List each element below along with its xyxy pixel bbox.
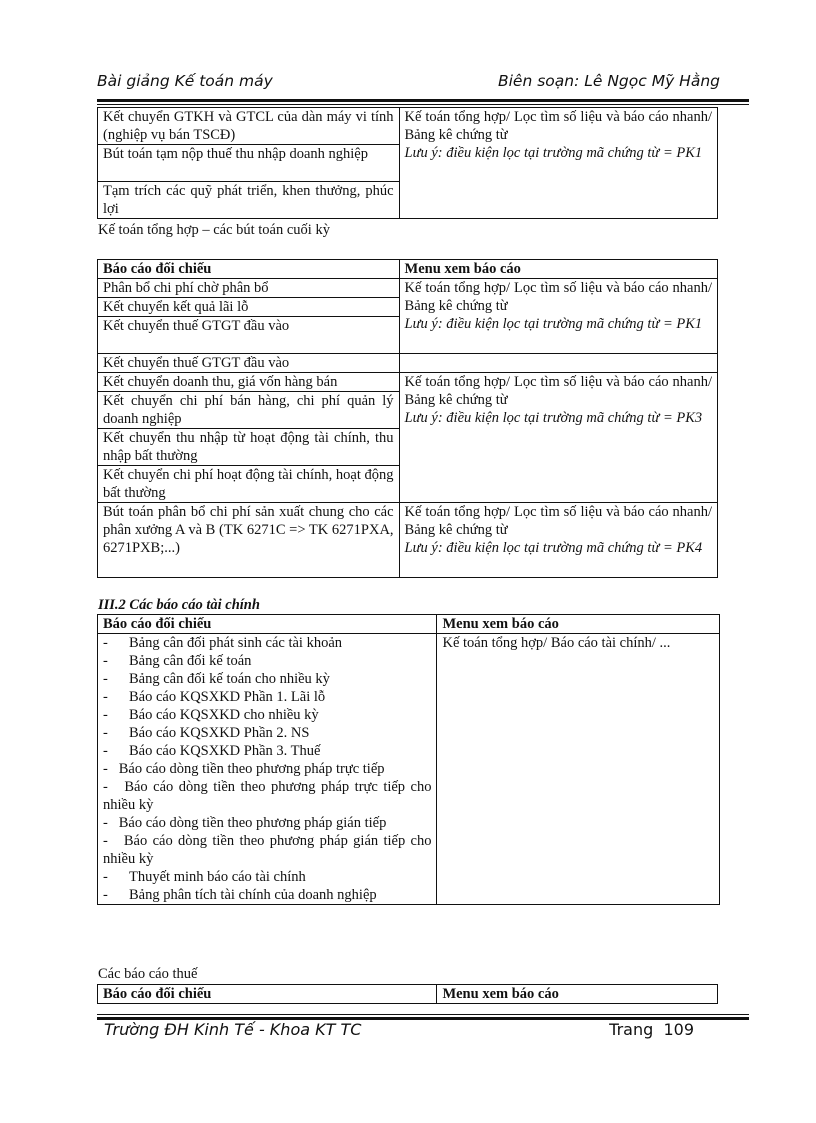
table2-col2-header: Menu xem báo cáo <box>399 260 717 279</box>
table1-menu-text: Kế toán tổng hợp/ Lọc tìm số liệu và báo cáo nhanh/ Bảng kê chứng từ <box>404 109 712 143</box>
table-row <box>98 279 718 298</box>
header-author: Biên soạn: Lê Ngọc Mỹ Hằng <box>497 72 720 90</box>
table3-report-list <box>98 634 437 905</box>
section-title-financial-reports: III.2 Các báo cáo tài chính <box>98 597 260 613</box>
table3-col1-header: Báo cáo đối chiếu <box>98 615 437 634</box>
list-item: - Báo cáo dòng tiền theo phương pháp gián tiếp cho nhiều kỳ <box>103 833 432 867</box>
list-item: - Báo cáo KQSXKD Phần 3. Thuế <box>103 743 321 759</box>
table2-g1-menu-cell <box>399 279 717 354</box>
table2-g1-row-1: Phân bổ chi phí chờ phân bổ <box>98 279 400 298</box>
table2-g2-menu: Kế toán tổng hợp/ Lọc tìm số liệu và báo cáo nhanh/ Bảng kê chứng từ <box>404 374 712 408</box>
table-closing-entries-part1 <box>97 107 718 219</box>
list-item: - Bảng cân đối phát sinh các tài khoản <box>103 635 343 651</box>
table1-row-3: Tạm trích các quỹ phát triển, khen thưởng, phúc lợi <box>98 182 400 219</box>
list-item: - Báo cáo KQSXKD Phần 2. NS <box>103 725 310 741</box>
table2-g2-menu-cell <box>399 373 717 503</box>
header-course-title: Bài giảng Kế toán máy <box>97 72 273 90</box>
table-row <box>98 354 718 373</box>
table2-g3-menu-cell <box>399 503 717 578</box>
table2-g2-row-3: Kết chuyển thu nhập từ hoạt động tài chính, thu nhập bất thường <box>98 429 400 466</box>
table3-col2-header: Menu xem báo cáo <box>437 615 720 634</box>
list-item: - Thuyết minh báo cáo tài chính <box>103 869 306 885</box>
table1-menu-cell <box>399 108 717 219</box>
table2-g2-row-1: Kết chuyển doanh thu, giá vốn hàng bán <box>98 373 400 392</box>
page-number-value: 109 <box>663 1020 694 1039</box>
page-number <box>609 1020 694 1039</box>
caption-closing-entries: Kế toán tổng hợp – các bút toán cuối kỳ <box>98 222 330 238</box>
table1-row-2: Bút toán tạm nộp thuế thu nhập doanh nghiệp <box>98 145 400 182</box>
list-item: - Báo cáo dòng tiền theo phương pháp trực tiếp <box>103 761 385 777</box>
page-header <box>97 72 720 94</box>
table-row <box>98 634 720 905</box>
table4-col1-header: Báo cáo đối chiếu <box>98 985 437 1004</box>
table2-g1-row-2: Kết chuyển kết quả lãi lỗ <box>98 298 400 317</box>
table2-col1-header: Báo cáo đối chiếu <box>98 260 400 279</box>
list-item: - Bảng cân đối kế toán cho nhiều kỳ <box>103 671 330 687</box>
list-item: - Báo cáo KQSXKD cho nhiều kỳ <box>103 707 319 723</box>
table2-single-row-menu <box>399 354 717 373</box>
caption-tax-reports: Các báo cáo thuế <box>98 966 198 982</box>
table2-g1-note: Lưu ý: điều kiện lọc tại trường mã chứng từ = PK1 <box>404 316 703 332</box>
list-item: - Báo cáo KQSXKD Phần 1. Lãi lỗ <box>103 689 326 705</box>
page-label: Trang <box>609 1020 654 1039</box>
table2-g1-menu: Kế toán tổng hợp/ Lọc tìm số liệu và báo cáo nhanh/ Bảng kê chứng từ <box>404 280 712 314</box>
table-financial-reports <box>97 614 720 905</box>
table3-menu: Kế toán tổng hợp/ Báo cáo tài chính/ ... <box>442 635 671 651</box>
table-closing-entries <box>97 259 718 578</box>
table-header-row <box>98 615 720 634</box>
header-rule <box>97 99 749 105</box>
table3-menu-cell <box>437 634 720 905</box>
table-row <box>98 108 718 145</box>
table4-col2-header: Menu xem báo cáo <box>437 985 718 1004</box>
table1-note: Lưu ý: điều kiện lọc tại trường mã chứng từ = PK1 <box>404 145 703 161</box>
table2-g1-row-3: Kết chuyển thuế GTGT đầu vào <box>98 317 400 354</box>
table2-g3-menu: Kế toán tổng hợp/ Lọc tìm số liệu và báo cáo nhanh/ Bảng kê chứng từ <box>404 504 712 538</box>
table2-g2-note: Lưu ý: điều kiện lọc tại trường mã chứng từ = PK3 <box>404 410 703 426</box>
table-header-row <box>98 985 718 1004</box>
table-row <box>98 373 718 392</box>
footer-institution: Trường ĐH Kinh Tế - Khoa KT TC <box>104 1020 362 1039</box>
list-item: - Bảng cân đối kế toán <box>103 653 252 669</box>
table2-g3-row: Bút toán phân bổ chi phí sản xuất chung cho các phân xưởng A và B (TK 6271C => TK 6271PXA, 6271PXB;...) <box>98 503 400 578</box>
table-tax-reports <box>97 984 718 1004</box>
list-item: - Báo cáo dòng tiền theo phương pháp gián tiếp <box>103 815 387 831</box>
table2-g3-note: Lưu ý: điều kiện lọc tại trường mã chứng từ = PK4 <box>404 540 703 556</box>
list-item: - Bảng phân tích tài chính của doanh nghiệp <box>103 887 377 903</box>
table2-g2-row-2: Kết chuyển chi phí bán hàng, chi phí quản lý doanh nghiệp <box>98 392 400 429</box>
table2-single-row: Kết chuyển thuế GTGT đầu vào <box>98 354 400 373</box>
table-header-row <box>98 260 718 279</box>
table2-g2-row-4: Kết chuyển chi phí hoạt động tài chính, hoạt động bất thường <box>98 466 400 503</box>
table-row <box>98 503 718 578</box>
list-item: - Báo cáo dòng tiền theo phương pháp trực tiếp cho nhiều kỳ <box>103 779 432 813</box>
page-footer <box>104 1020 694 1044</box>
table1-row-1: Kết chuyển GTKH và GTCL của dàn máy vi tính (nghiệp vụ bán TSCĐ) <box>98 108 400 145</box>
